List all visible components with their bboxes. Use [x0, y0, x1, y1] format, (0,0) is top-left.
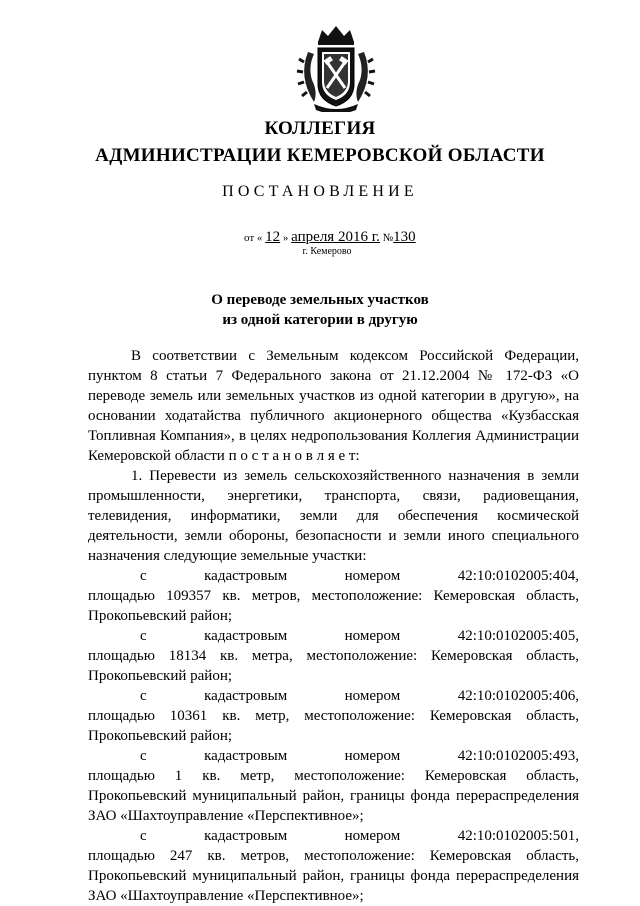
- parcel-item: с кадастровым номером 42:10:0102005:404, площадью 109357 кв. метров, местоположение: Кемеровская область, Прокопьевский район;: [88, 568, 579, 624]
- document-type: ПОСТАНОВЛЕНИЕ: [222, 183, 418, 200]
- parcel-word: номером: [344, 568, 401, 584]
- cadastral-number: 42:10:0102005:406,: [457, 688, 579, 704]
- parcel-word: с: [140, 828, 147, 844]
- parcel-word: с: [140, 688, 147, 704]
- org-title-line1: КОЛЛЕГИЯ: [264, 118, 376, 139]
- cadastral-number: 42:10:0102005:404,: [457, 568, 579, 584]
- item-1-paragraph: 1. Перевести из земель сельскохозяйственного назначения в земли промышленности, энергетики, транспорта, связи, радиовещания, телевидения, информатики, земли для обеспечения космической деятельности, земли обороны, безопасности и земли иного специального назначения следующие земельные участки:: [88, 468, 579, 564]
- date-day: 12: [265, 229, 281, 245]
- parcel-word: кадастровым: [204, 688, 288, 704]
- parcel-item: с кадастровым номером 42:10:0102005:501, площадью 247 кв. метров, местоположение: Кемеровская область, Прокопьевский муниципальный район, границы фонда перераспределения ЗАО «Шахтоуправление «Перспективное»;: [88, 828, 579, 904]
- city: г. Кемерово: [302, 246, 352, 257]
- parcel-word: с: [140, 628, 147, 644]
- parcel-word: номером: [344, 628, 401, 644]
- cadastral-number: 42:10:0102005:493,: [457, 748, 579, 764]
- parcel-item: с кадастровым номером 42:10:0102005:405, площадью 18134 кв. метра, местоположение: Кемеровская область, Прокопьевский район;: [88, 628, 579, 684]
- parcel-word: с: [140, 748, 147, 764]
- parcel-word: номером: [344, 828, 401, 844]
- date-month-year: апреля 2016 г.: [291, 229, 380, 245]
- document-number: 130: [393, 229, 416, 245]
- cadastral-number: 42:10:0102005:405,: [457, 628, 579, 644]
- document-body: [88, 346, 579, 906]
- preamble-paragraph: В соответствии с Земельным кодексом Российской Федерации, пунктом 8 статьи 7 Федерального закона от 21.12.2004 № 172-ФЗ «О переводе земель или земельных участков из одной категории в другую», на основании ходатайства публичного акционерного общества «Кузбасская Топливная Компания», в целях недропользования Коллегия Администрации Кемеровской области п о с т а н о в л я е т:: [88, 348, 579, 464]
- parcel-word: кадастровым: [204, 568, 288, 584]
- parcel-word: с: [140, 568, 147, 584]
- parcel-word: кадастровым: [204, 628, 288, 644]
- parcel-word: кадастровым: [204, 748, 288, 764]
- parcel-word: номером: [344, 748, 401, 764]
- date-line: от « 12 » апреля 2016 г. №130: [244, 229, 416, 245]
- cadastral-number: 42:10:0102005:501,: [457, 828, 579, 844]
- parcel-item: с кадастровым номером 42:10:0102005:493, площадью 1 кв. метр, местоположение: Кемеровская область, Прокопьевский муниципальный район, границы фонда перераспределения ЗАО «Шахтоуправление «Перспективное»;: [88, 748, 579, 824]
- document-subject: О переводе земельных участков из одной категории в другую: [211, 292, 429, 328]
- org-title-line2: АДМИНИСТРАЦИИ КЕМЕРОВСКОЙ ОБЛАСТИ: [95, 145, 545, 166]
- coat-of-arms-emblem: [296, 22, 376, 112]
- resolves-word: п о с т а н о в л я е т:: [228, 448, 360, 464]
- parcel-word: кадастровым: [204, 828, 288, 844]
- parcel-item: с кадастровым номером 42:10:0102005:406, площадью 10361 кв. метр, местоположение: Кемеровская область, Прокопьевский район;: [88, 688, 579, 744]
- parcel-word: номером: [344, 688, 401, 704]
